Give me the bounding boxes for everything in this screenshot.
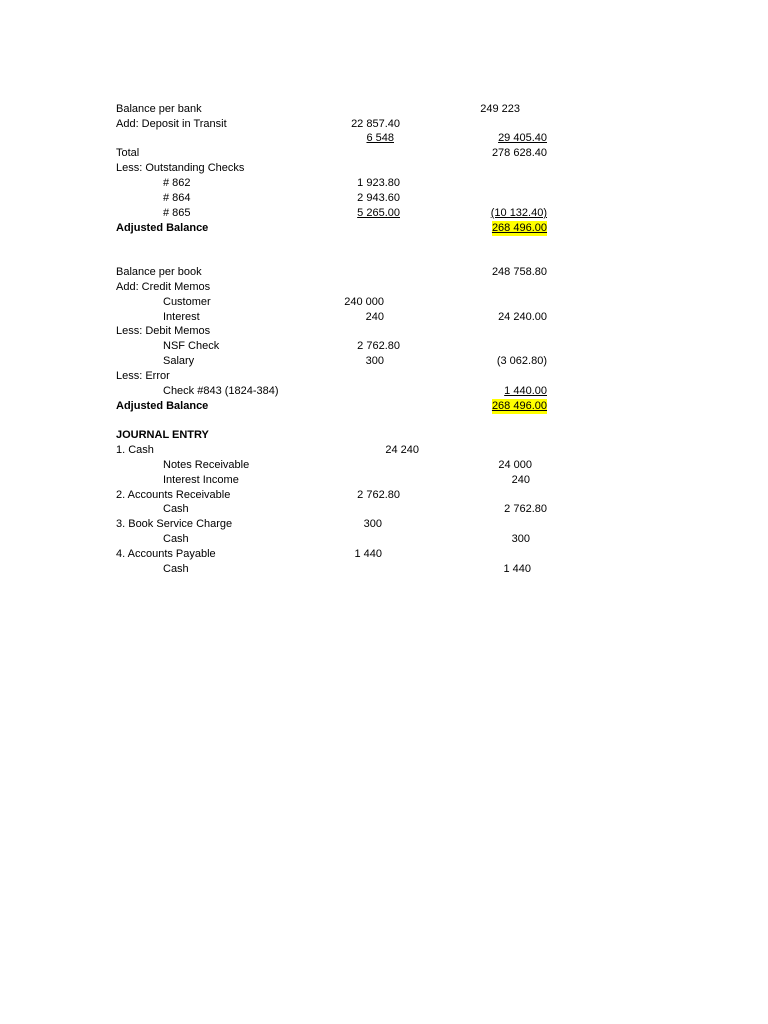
balance-per-bank-value: 249 223 <box>480 103 520 115</box>
balance-per-book-value: 248 758.80 <box>491 266 547 278</box>
debit-memos-label: Less: Debit Memos <box>116 325 211 337</box>
row-je2-credit <box>0 502 768 517</box>
nsf-check-amount: 2 762.80 <box>357 340 400 352</box>
bank-adjusted-balance-value: 268 496.00 <box>491 222 547 234</box>
row-interest <box>0 310 768 325</box>
credit-memos-label: Add: Credit Memos <box>116 281 211 293</box>
row-je2-debit <box>0 488 768 503</box>
deposit-in-transit-total: 29 405.40 <box>498 132 547 144</box>
row-outstanding-checks <box>0 161 768 176</box>
row-je1-credit-2 <box>0 473 768 488</box>
row-customer <box>0 295 768 310</box>
je2-debit-amount: 2 762.80 <box>357 489 400 501</box>
je4-credit-amount: 1 440 <box>503 563 531 575</box>
row-check-862 <box>0 176 768 191</box>
row-check-864 <box>0 191 768 206</box>
customer-amount: 240 000 <box>344 296 384 308</box>
total-label: Total <box>116 147 140 159</box>
je1-credit2-amount: 240 <box>511 474 530 486</box>
interest-label: Interest <box>163 311 200 323</box>
row-salary <box>0 354 768 369</box>
deposit-in-transit-amount-1: 22 857.40 <box>351 118 400 130</box>
row-debit-memos <box>0 324 768 339</box>
row-nsf-check <box>0 339 768 354</box>
book-adjusted-balance-value: 268 496.00 <box>491 400 547 412</box>
je3-credit-amount: 300 <box>511 533 530 545</box>
nsf-check-label: NSF Check <box>163 340 220 352</box>
je1-credit1-label: Notes Receivable <box>163 459 250 471</box>
row-journal-heading <box>0 428 768 443</box>
row-less-error <box>0 369 768 384</box>
row-je3-debit <box>0 517 768 532</box>
check-843-label: Check #843 (1824-384) <box>163 385 279 397</box>
row-balance-per-book <box>0 265 768 280</box>
credit-memos-total: 24 240.00 <box>498 311 547 323</box>
deposit-in-transit-amount-2: 6 548 <box>366 132 394 144</box>
row-check-865 <box>0 206 768 221</box>
bank-adjusted-balance-label: Adjusted Balance <box>116 222 209 234</box>
deposit-in-transit-label: Add: Deposit in Transit <box>116 118 227 130</box>
je2-credit-amount: 2 762.80 <box>504 503 547 515</box>
row-je4-debit <box>0 547 768 562</box>
journal-entry-heading: JOURNAL ENTRY <box>116 429 209 441</box>
row-je1-debit <box>0 443 768 458</box>
outstanding-checks-total: (10 132.40) <box>490 207 547 219</box>
row-check-843 <box>0 384 768 399</box>
row-credit-memos <box>0 280 768 295</box>
row-book-adjusted-balance <box>0 399 768 414</box>
je3-debit-amount: 300 <box>363 518 382 530</box>
row-deposit-in-transit <box>0 117 768 132</box>
balance-per-book-label: Balance per book <box>116 266 202 278</box>
row-bank-adjusted-balance <box>0 221 768 236</box>
check-862-amount: 1 923.80 <box>357 177 400 189</box>
interest-amount: 240 <box>365 311 384 323</box>
row-je1-credit-1 <box>0 458 768 473</box>
total-value: 278 628.40 <box>491 147 547 159</box>
row-je3-credit <box>0 532 768 547</box>
row-total <box>0 146 768 161</box>
je4-debit-amount: 1 440 <box>354 548 382 560</box>
je2-debit-label: 2. Accounts Receivable <box>116 489 231 501</box>
customer-label: Customer <box>163 296 211 308</box>
je3-credit-label: Cash <box>163 533 189 545</box>
je1-debit-label: 1. Cash <box>116 444 154 456</box>
je1-credit2-label: Interest Income <box>163 474 239 486</box>
check-862-label: # 862 <box>163 177 191 189</box>
check-864-amount: 2 943.60 <box>357 192 400 204</box>
less-error-label: Less: Error <box>116 370 170 382</box>
outstanding-checks-label: Less: Outstanding Checks <box>116 162 245 174</box>
je4-credit-label: Cash <box>163 563 189 575</box>
je2-credit-label: Cash <box>163 503 189 515</box>
check-843-amount: 1 440.00 <box>504 385 547 397</box>
check-864-label: # 864 <box>163 192 191 204</box>
balance-per-bank-label: Balance per bank <box>116 103 202 115</box>
check-865-label: # 865 <box>163 207 191 219</box>
je1-credit1-amount: 24 000 <box>498 459 532 471</box>
je3-debit-label: 3. Book Service Charge <box>116 518 233 530</box>
check-865-amount: 5 265.00 <box>357 207 400 219</box>
je1-debit-amount: 24 240 <box>385 444 419 456</box>
book-adjusted-balance-label: Adjusted Balance <box>116 400 209 412</box>
row-je4-credit <box>0 562 768 577</box>
salary-amount: 300 <box>365 355 384 367</box>
row-deposit-in-transit-2 <box>0 131 768 146</box>
je4-debit-label: 4. Accounts Payable <box>116 548 216 560</box>
debit-memos-total: (3 062.80) <box>496 355 547 367</box>
salary-label: Salary <box>163 355 195 367</box>
row-balance-per-bank <box>0 102 768 117</box>
